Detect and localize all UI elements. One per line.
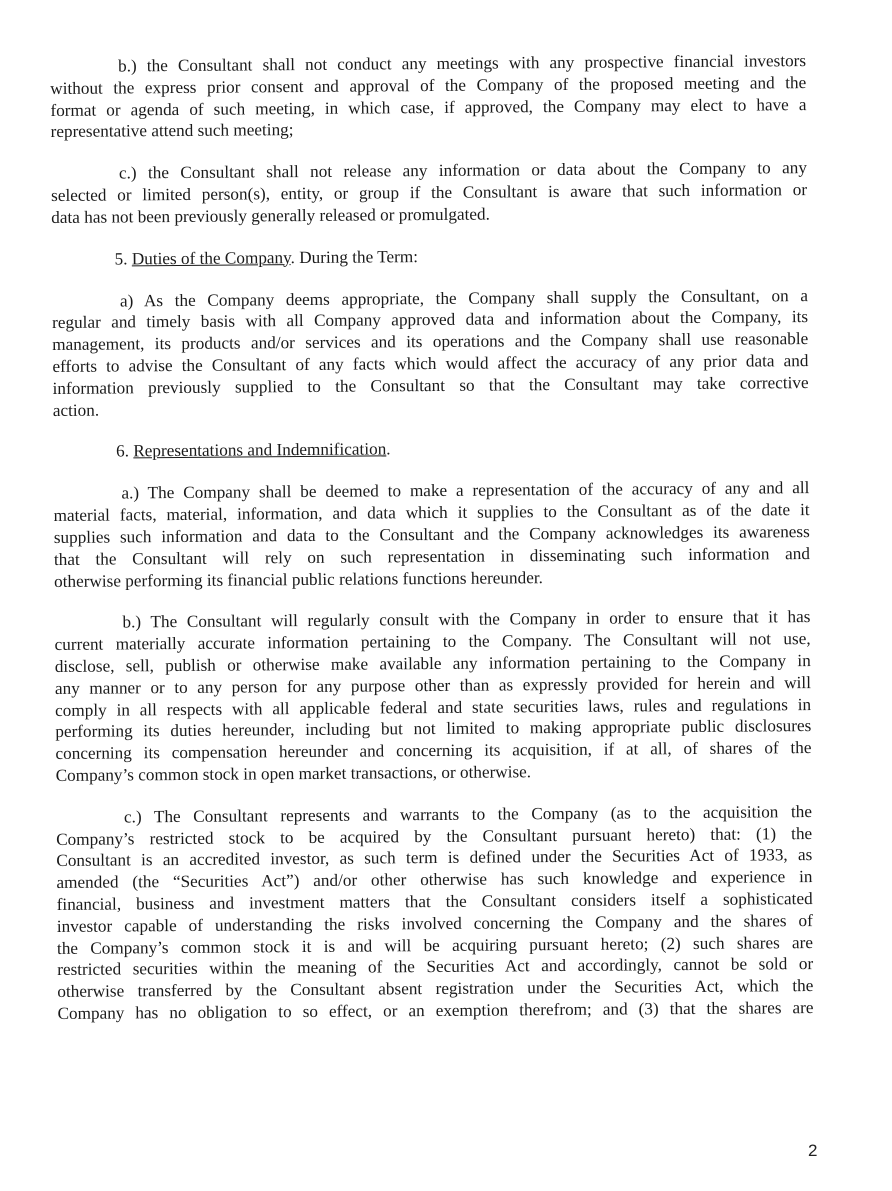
text-line: Company has no obligation to so effect, or an exemption therefrom; and (3) that the shares are: [57, 997, 814, 1023]
text-line: Company’s common stock in open market transactions, or otherwise.: [55, 762, 532, 785]
text-line: efforts to advise the Consultant of any facts which would affect the accuracy of any prior data and: [52, 351, 809, 376]
paragraph: [54, 606, 811, 786]
text-line: c.) the Consultant shall not release any information or data about the Company to any: [118, 158, 807, 183]
text-line: a) As the Company deems appropriate, the Company shall supply the Consultant, on a: [119, 285, 808, 311]
text-line: investor capable of understanding the risks involved concerning the Company and the shares of: [56, 910, 813, 936]
text-line: comply in all respects with all applicable federal and state securities laws, rules and regulations in: [55, 694, 812, 720]
section-number: 5.: [114, 248, 132, 269]
text-line: current materially accurate information pertaining to the Company. The Consultant will not use,: [54, 629, 811, 655]
text-line: supplies such information and data to the Consultant and the Company acknowledges its awareness: [53, 522, 810, 547]
text-line: restricted securities within the meaning of the Securities Act and accordingly, cannot be sold or: [57, 954, 814, 980]
text-line: financial, business and investment matters that the Consultant considers itself a sophisticated: [56, 888, 813, 914]
paragraph: [51, 157, 807, 228]
text-line: representative attend such meeting;: [50, 120, 294, 142]
section-heading-rest: . During the Term:: [290, 246, 419, 267]
paragraph: [56, 801, 814, 1025]
document-page: [50, 50, 814, 1045]
section-heading: [52, 243, 808, 271]
text-line: the Company’s common stock it is and will be acquiring pursuant hereto; (2) such shares are: [56, 932, 814, 958]
text-line: without the express prior consent and approval of the Company of the proposed meeting and the: [50, 72, 807, 98]
text-line: material facts, material, information, and data which it supplies to the Consultant as of the date it: [53, 500, 810, 526]
section-number: 6.: [116, 441, 134, 461]
text-line: action.: [52, 400, 100, 420]
text-line: amended (the “Securities Act”) and/or other otherwise has such knowledge and experience in: [56, 867, 813, 893]
text-line: b.) The Consultant will regularly consult with the Company in order to ensure that it has: [122, 607, 811, 632]
page-number: 2: [808, 1141, 818, 1160]
text-line: otherwise performing its financial public relations functions hereunder.: [54, 567, 543, 591]
section-title: Representations and Indemnification: [133, 439, 387, 461]
section-heading-rest: .: [386, 439, 391, 459]
text-line: concerning its compensation hereunder and concerning its acquisition, if at all, of shares of the: [55, 738, 812, 764]
text-line: performing its duties hereunder, including but not limited to making appropriate public disclosures: [55, 716, 812, 742]
text-line: selected or limited person(s), entity, or group if the Consultant is aware that such information or: [51, 180, 808, 205]
text-line: Company’s restricted stock to be acquired by the Consultant pursuant hereto) that: (1) the: [56, 823, 813, 849]
text-line: a.) The Company shall be deemed to make a representation of the accuracy of any and all: [121, 478, 810, 503]
text-line: otherwise transferred by the Consultant absent registration under the Securities Act, which the: [57, 976, 814, 1002]
text-line: Consultant is an accredited investor, as such term is defined under the Securities Act of 1933, as: [56, 845, 813, 871]
paragraph: [50, 50, 807, 143]
section-heading: [53, 435, 809, 463]
text-line: information previously supplied to the Consultant so that the Consultant may take corrective: [52, 372, 809, 398]
text-line: format or agenda of such meeting, in which case, if approved, the Company may elect to have a: [50, 94, 807, 120]
text-line: disclose, sell, publish or otherwise make available any information pertaining to the Company in: [54, 650, 811, 676]
section-title: Duties of the Company: [131, 247, 291, 268]
text-line: data has not been previously generally released or promulgated.: [51, 204, 490, 227]
paragraph: [53, 477, 810, 592]
text-line: that the Consultant will rely on such representation in disseminating such information and: [53, 543, 811, 569]
text-line: any manner or to any person for any purpose other than as expressly provided for herein and will: [54, 672, 812, 698]
text-line: c.) The Consultant represents and warrants to the Company (as to the acquisition the: [123, 801, 813, 827]
paragraph: [52, 285, 809, 422]
text-line: regular and timely basis with all Company approved data and information about the Company, its: [52, 307, 809, 333]
text-line: b.) the Consultant shall not conduct any meetings with any prospective financial investors: [118, 51, 807, 76]
text-line: management, its products and/or services and its operations and the Company shall use reasonable: [52, 329, 809, 355]
